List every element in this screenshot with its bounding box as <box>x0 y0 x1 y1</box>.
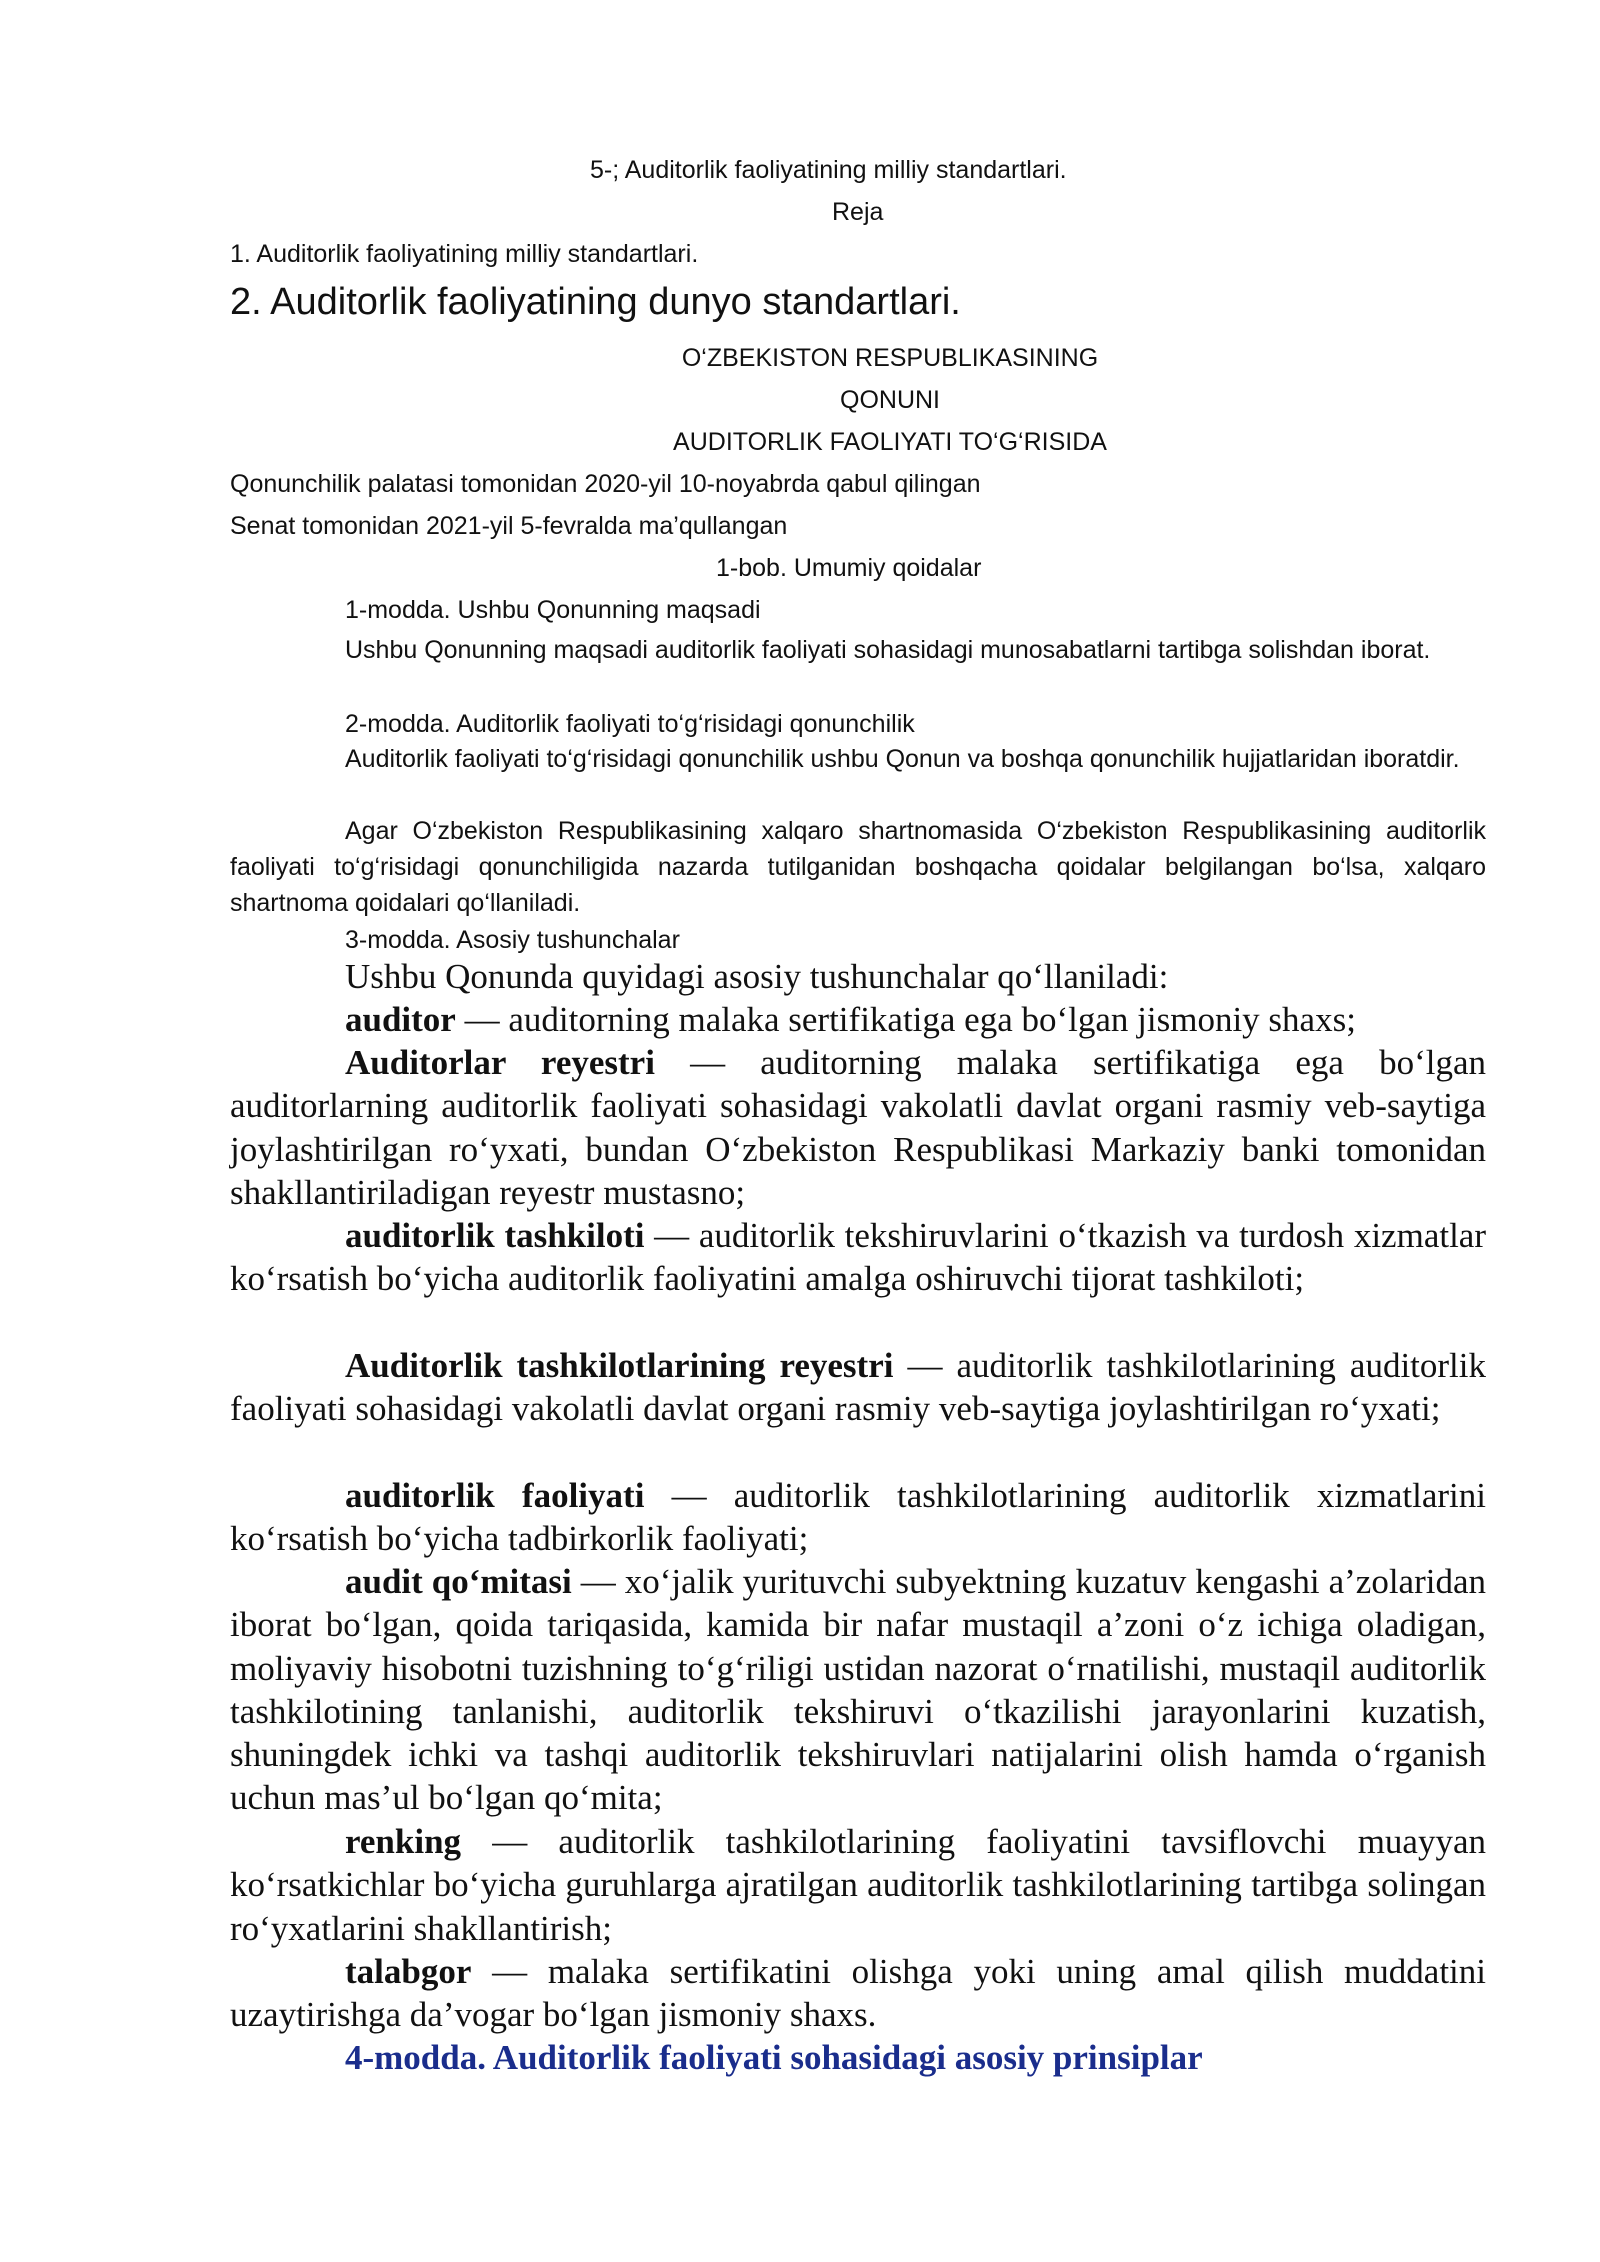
definition-text: — auditorlik tashkilotlarining faoliyatini tavsiflovchi muayyan ko‘rsatkichlar bo‘yicha guruhlarga ajratilgan auditorlik tashkilotlarining tartibga solingan ro‘yxatlarini shakllantirish; <box>230 1822 1486 1948</box>
definition-audit-activity <box>230 1474 1486 1561</box>
definition-term: Auditorlik tashkilotlarining reyestri <box>345 1346 894 1385</box>
article-4-title: 4-modda. Auditorlik faoliyati sohasidagi asosiy prinsiplar <box>345 2038 1203 2077</box>
definition-text: — auditorlik tekshiruvlarini o‘tkazish va turdosh xizmatlar ko‘rsatish bo‘yicha auditorlik faoliyatini amalga oshiruvchi tijorat tashkiloti; <box>230 1216 1486 1299</box>
article-2-text-2: Agar O‘zbekiston Respublikasining xalqaro shartnomasida O‘zbekiston Respublikasining auditorlik faoliyati to‘g‘risidagi qonunchiligida nazarda tutilganidan boshqacha qoidalar belgilangan bo‘lsa, xalqaro shartnoma qoidalari qo‘llaniladi. <box>230 817 1486 917</box>
definition-text: — auditorning malaka sertifikatiga ega bo‘lgan auditorlarning auditorlik faoliyati sohasidagi vakolatli davlat organi rasmiy veb-saytiga joylashtirilgan ro‘yxati, bundan O‘zbekiston Respublikasi Markaziy banki tomonidan shakllantiriladigan reyestr mustasno; <box>230 1043 1486 1212</box>
definition-audit-committee <box>230 1560 1486 1820</box>
article-2-text-1: Auditorlik faoliyati to‘g‘risidagi qonunchilik ushbu Qonun va boshqa qonunchilik hujjatlaridan iboratdir. <box>345 745 1460 773</box>
definition-term: talabgor <box>345 1952 472 1991</box>
article-3-intro: Ushbu Qonunda quyidagi asosiy tushunchalar qo‘llaniladi: <box>345 957 1169 996</box>
definition-text: — malaka sertifikatini olishga yoki uning amal qilish muddatini uzaytirishga da’vogar bo‘lgan jismoniy shaxs. <box>230 1952 1486 2035</box>
law-title-line-2: QONUNI <box>840 386 940 414</box>
article-1-text: Ushbu Qonunning maqsadi auditorlik faoliyati sohasidagi munosabatlarni tartibga solishdan iborat. <box>345 636 1431 664</box>
article-1-title: 1-modda. Ushbu Qonunning maqsadi <box>345 596 761 624</box>
definition-term: renking <box>345 1822 462 1861</box>
definition-text: — xo‘jalik yurituvchi subyektning kuzatuv kengashi a’zolaridan iborat bo‘lgan, qoida tariqasida, kamida bir nafar mustaqil a’zoni o‘z ichiga oladigan, moliyaviy hisobotni tuzishning to‘g‘riligi ustidan nazorat o‘rnatilishi, mustaqil auditorlik tashkilotining tanlanishi, auditorlik tekshiruvi o‘tkazilishi jarayonlarini kuzatish, shuningdek ichki va tashqi auditorlik tekshiruvlari natijalarini olish hamda o‘rganish uchun mas’ul bo‘lgan qo‘mita; <box>230 1562 1486 1818</box>
definition-organizations-register <box>230 1344 1486 1431</box>
chapter-heading: 1-bob. Umumiy qoidalar <box>716 554 982 582</box>
definition-auditor <box>230 998 1486 1041</box>
definition-text: — auditorning malaka sertifikatiga ega bo‘lgan jismoniy shaxs; <box>455 1000 1356 1039</box>
law-title-line-1: O‘ZBEKISTON RESPUBLIKASINING <box>681 344 1099 372</box>
plan-item-2: 2. Auditorlik faoliyatining dunyo standartlari. <box>230 281 961 323</box>
law-title-line-3: AUDITORLIK FAOLIYATI TO‘G‘RISIDA <box>673 428 1107 456</box>
definition-text: — auditorlik tashkilotlarining auditorlik faoliyati sohasidagi vakolatli davlat organi rasmiy veb-saytiga joylashtirilgan ro‘yxati; <box>230 1346 1486 1429</box>
definition-term: auditorlik tashkiloti <box>345 1216 645 1255</box>
adoption-note: Qonunchilik palatasi tomonidan 2020-yil 10-noyabrda qabul qilingan <box>230 470 981 498</box>
definition-term: audit qo‘mitasi <box>345 1562 572 1601</box>
definition-ranking <box>230 1820 1486 1950</box>
definition-text: — auditorlik tashkilotlarining auditorlik xizmatlarini ko‘rsatish bo‘yicha tadbirkorlik faoliyati; <box>230 1476 1486 1559</box>
definition-audit-organization <box>230 1214 1486 1301</box>
definition-term: auditor <box>345 1000 456 1039</box>
plan-item-1: 1. Auditorlik faoliyatining milliy standartlari. <box>230 240 699 268</box>
definition-term: auditorlik faoliyati <box>345 1476 645 1515</box>
approval-note: Senat tomonidan 2021-yil 5-fevralda ma’qullangan <box>230 512 788 540</box>
topic-title: 5-; Auditorlik faoliyatining milliy standartlari. <box>590 156 1067 184</box>
definition-auditors-register <box>230 1041 1486 1214</box>
plan-heading: Reja <box>832 198 884 226</box>
definition-term: Auditorlar reyestri <box>345 1043 655 1082</box>
definition-applicant <box>230 1950 1486 2037</box>
article-3-title: 3-modda. Asosiy tushunchalar <box>345 926 680 954</box>
article-2-title: 2-modda. Auditorlik faoliyati to‘g‘risidagi qonunchilik <box>345 710 915 738</box>
